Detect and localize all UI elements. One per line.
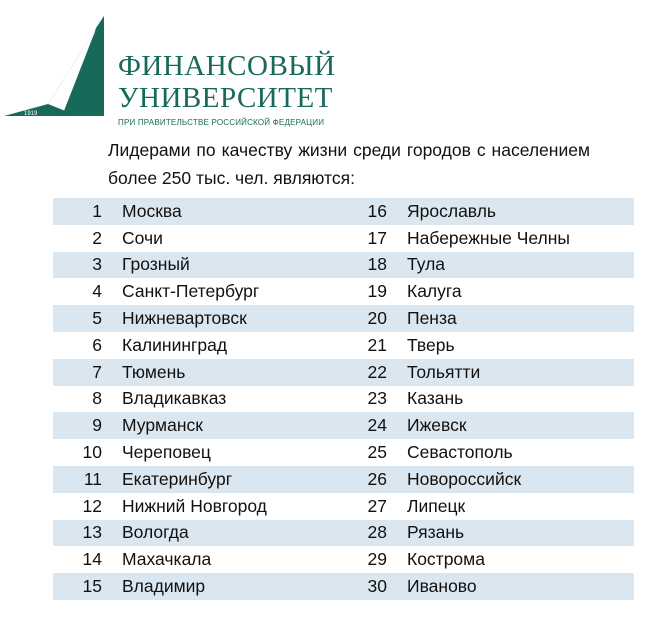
ranking-table-body [53,198,634,600]
table-row [53,305,634,332]
rank-number: 20 [351,305,407,332]
table-row [53,546,634,573]
rank-number: 25 [367,442,387,463]
rank-number: 24 [351,412,407,439]
rank-number: 30 [351,573,407,600]
city-name: Нижневартовск [122,305,351,332]
city-name: Санкт-Петербург [122,281,260,302]
rank-number: 22 [351,359,407,386]
rank-number: 13 [53,520,122,547]
rank-number: 6 [92,334,102,355]
university-logo [4,14,344,127]
rank-number: 11 [53,466,122,493]
city-name: Севастополь [407,442,513,463]
table-row [53,439,634,466]
rank-number: 2 [92,227,102,248]
logo-emblem-icon [4,14,124,124]
city-name: Кострома [407,549,485,570]
table-row [53,198,634,225]
city-name: Владикавказ [122,388,227,409]
city-name: Пенза [407,305,634,332]
city-name: Грозный [122,252,351,279]
rank-number: 26 [351,466,407,493]
rank-number: 7 [53,359,122,386]
rank-number: 27 [367,495,387,516]
city-name: Новороссийск [407,466,634,493]
rank-number: 28 [351,520,407,547]
city-name: Ижевск [407,412,634,439]
city-name: Казань [407,388,464,409]
logo-subtitle: ПРИ ПРАВИТЕЛЬСТВЕ РОССИЙСКОЙ ФЕДЕРАЦИИ [118,118,325,127]
table-row [53,493,634,520]
city-name: Мурманск [122,412,351,439]
rank-number: 10 [82,442,102,463]
rank-number: 17 [367,227,387,248]
city-name: Тюмень [122,359,351,386]
city-name: Тула [407,252,634,279]
rank-number: 5 [53,305,122,332]
table-row [53,278,634,305]
table-row [53,332,634,359]
logo-text [118,50,336,127]
rank-number: 8 [92,388,102,409]
intro-text: Лидерами по качеству жизни среди городов с населением более 250 тыс. чел. являются: [108,140,590,188]
table-row [53,359,634,386]
city-name: Липецк [407,495,466,516]
table-row [53,225,634,252]
logo-year: 1919 [24,111,38,117]
city-name: Набережные Челны [407,227,571,248]
rank-number: 15 [53,573,122,600]
rank-number: 14 [82,549,102,570]
city-name: Калуга [407,281,462,302]
city-name: Махачкала [122,549,212,570]
rank-number: 16 [351,198,407,225]
rank-number: 21 [367,334,387,355]
table-row [53,252,634,279]
rank-number: 4 [92,281,102,302]
city-name: Вологда [122,520,351,547]
city-name: Екатеринбург [122,466,351,493]
city-name: Рязань [407,520,634,547]
table-row [53,520,634,547]
rank-number: 23 [367,388,387,409]
rank-number: 9 [53,412,122,439]
city-name: Москва [122,198,351,225]
rank-number: 12 [82,495,102,516]
city-name: Нижний Новгород [122,495,267,516]
city-name: Череповец [122,442,211,463]
city-name: Калининград [122,334,228,355]
city-name: Тверь [407,334,455,355]
rank-number: 29 [367,549,387,570]
city-name: Сочи [122,227,163,248]
city-name: Владимир [122,573,351,600]
rank-number: 1 [53,198,122,225]
logo-title-line1: ФИНАНСОВЫЙ [118,50,336,82]
logo-title-line2: УНИВЕРСИТЕТ [118,82,333,114]
table-row [53,466,634,493]
city-name: Иваново [407,573,634,600]
city-name: Ярославль [407,198,634,225]
ranking-table [53,198,634,600]
city-name: Тольятти [407,359,634,386]
rank-number: 18 [351,252,407,279]
table-row [53,573,634,600]
rank-number: 19 [367,281,387,302]
table-row [53,412,634,439]
rank-number: 3 [53,252,122,279]
table-row [53,386,634,413]
